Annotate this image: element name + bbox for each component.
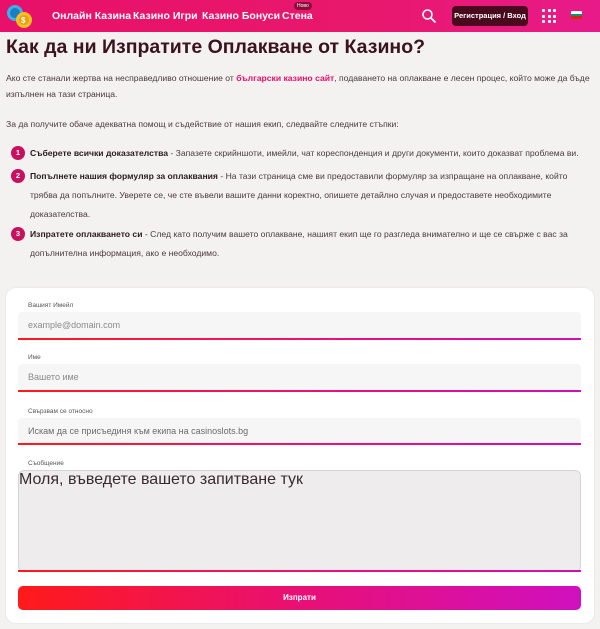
nav-wall[interactable]: Стена: [282, 10, 313, 22]
top-navigation-bar: [0, 0, 600, 32]
new-badge: Ново: [294, 2, 312, 10]
name-underline: [18, 390, 581, 392]
page-title: Как да ни Изпратите Оплакване от Казино?: [6, 36, 426, 58]
subject-underline: [18, 443, 581, 445]
name-field[interactable]: [18, 364, 581, 390]
email-label: Вашият Имейл: [28, 302, 74, 309]
step-title: Попълнете нашия формуляр за оплаквания: [30, 171, 218, 181]
search-icon[interactable]: [421, 8, 437, 24]
intro-text-start: Ако сте станали жертва на несправедливо отношение от: [6, 73, 237, 83]
step-number: 1: [11, 146, 25, 160]
name-field-group: [18, 350, 581, 392]
step-text: - Запазете скрийншоти, имейли, чат кореспонденция и други документи, които доказват проблема ви.: [168, 148, 579, 158]
step-3: [6, 225, 592, 263]
subject-value: Искам да се присъединя към екипа на casinoslots.bg: [28, 426, 249, 436]
subject-field[interactable]: [18, 418, 581, 443]
steps-intro: За да получите обаче адекватна помощ и съдействие от нашия екип, следвайте следните стъпки:: [6, 119, 399, 129]
step-title: Изпратете оплакването си: [30, 229, 143, 239]
login-register-button[interactable]: Регистрация / Вход: [452, 6, 528, 26]
name-label: Име: [28, 354, 41, 361]
intro-paragraph: [6, 70, 592, 102]
step-number: 3: [11, 227, 25, 241]
step-text: - След като получим вашето оплакване, нашият екип ще го разгледа внимателно и ще се свърже с вас за допълнителна информация, ако е необходимо.: [30, 229, 568, 258]
nav-casino-games[interactable]: Казино Игри: [133, 10, 198, 22]
email-field[interactable]: [18, 312, 581, 338]
message-field-group: [18, 456, 581, 574]
bulgarian-casino-site-link[interactable]: български казино сайт: [236, 73, 335, 83]
nav-online-casinos[interactable]: Онлайн Казина: [52, 10, 132, 22]
message-textarea[interactable]: [18, 470, 581, 572]
nav-casino-bonuses[interactable]: Казино Бонуси: [202, 10, 281, 22]
step-2: [6, 167, 592, 224]
message-placeholder: Моля, въведете вашето запитване тук: [19, 471, 303, 488]
name-placeholder: Вашето име: [28, 372, 79, 382]
subject-field-group: [18, 402, 581, 444]
submit-button[interactable]: Изпрати: [18, 586, 581, 610]
step-number: 2: [11, 169, 25, 183]
main-content: [6, 32, 592, 286]
complaint-form: [6, 288, 594, 623]
message-label: Съобщение: [28, 460, 64, 467]
email-placeholder: example@domain.com: [28, 320, 121, 330]
subject-label: Свързвам се относно: [28, 408, 93, 415]
email-underline: [18, 338, 581, 340]
step-1: [6, 144, 592, 163]
step-title: Съберете всички доказателства: [30, 148, 169, 158]
casino-logo-icon[interactable]: [4, 2, 34, 30]
apps-grid-icon[interactable]: [542, 9, 556, 23]
intro-text-end: , подаването на оплакване е лесен процес, който може да бъде изпълнен на тази страница.: [6, 73, 590, 99]
step-text: - На тази страница сме ви предоставили формуляр за изпращане на оплакване, който трябва да попълните. Уверете се, че сте въвели вашите данни коректно, опишете детайлно случая и предоставете необходимите доказателства.: [30, 171, 568, 219]
bulgarian-flag-icon[interactable]: [571, 11, 582, 19]
svg-text:$: $: [21, 16, 26, 25]
message-underline: [18, 570, 581, 572]
email-field-group: [18, 298, 581, 340]
